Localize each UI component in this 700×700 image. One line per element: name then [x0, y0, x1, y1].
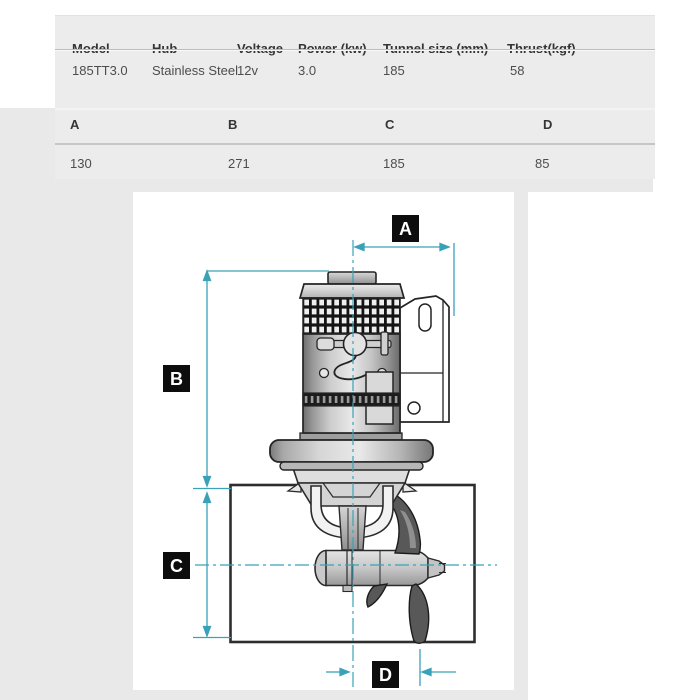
diagram-panel — [133, 192, 514, 690]
header-divider-highlight — [55, 50, 655, 51]
cell-model: 185TT3.0 — [72, 63, 128, 78]
cell-dim-a: 130 — [70, 156, 92, 171]
cell-tunnel: 185 — [383, 63, 405, 78]
motor-top-cap — [328, 272, 376, 284]
motor-unit — [300, 272, 404, 433]
label-b-letter: B — [170, 369, 183, 389]
cell-dim-d: 85 — [535, 156, 550, 171]
label-d-letter: D — [379, 665, 392, 685]
contactor-box — [400, 296, 449, 422]
label-b — [163, 365, 190, 392]
bottom-gutter — [0, 690, 528, 700]
thruster-technical-drawing — [133, 192, 514, 690]
motor-terminal — [344, 333, 367, 356]
spec-table — [55, 15, 655, 179]
label-c-letter: C — [170, 556, 183, 576]
col-header-a: A — [70, 117, 80, 132]
cell-voltage: 12v — [237, 63, 258, 78]
label-d — [372, 661, 399, 688]
cell-thrust: 58 — [510, 63, 525, 78]
left-gutter-upper — [0, 108, 55, 178]
cell-power: 3.0 — [298, 63, 317, 78]
cell-dim-b: 271 — [228, 156, 250, 171]
cell-dim-c: 185 — [383, 156, 405, 171]
section-divider-light — [55, 108, 655, 110]
label-c — [163, 552, 190, 579]
label-a — [392, 215, 419, 242]
spec-data-row — [55, 63, 655, 79]
dims-divider — [55, 143, 655, 145]
label-a-letter: A — [399, 219, 412, 239]
left-gutter — [0, 178, 133, 700]
col-header-d: D — [543, 117, 553, 132]
dims-header-row — [55, 117, 655, 133]
col-header-c: C — [385, 117, 395, 132]
right-gutter-strip — [514, 192, 528, 700]
mounting-flange — [270, 428, 433, 470]
cell-hub: Stainless Steel — [152, 63, 238, 78]
dims-data-row — [55, 156, 655, 172]
col-header-b: B — [228, 117, 238, 132]
